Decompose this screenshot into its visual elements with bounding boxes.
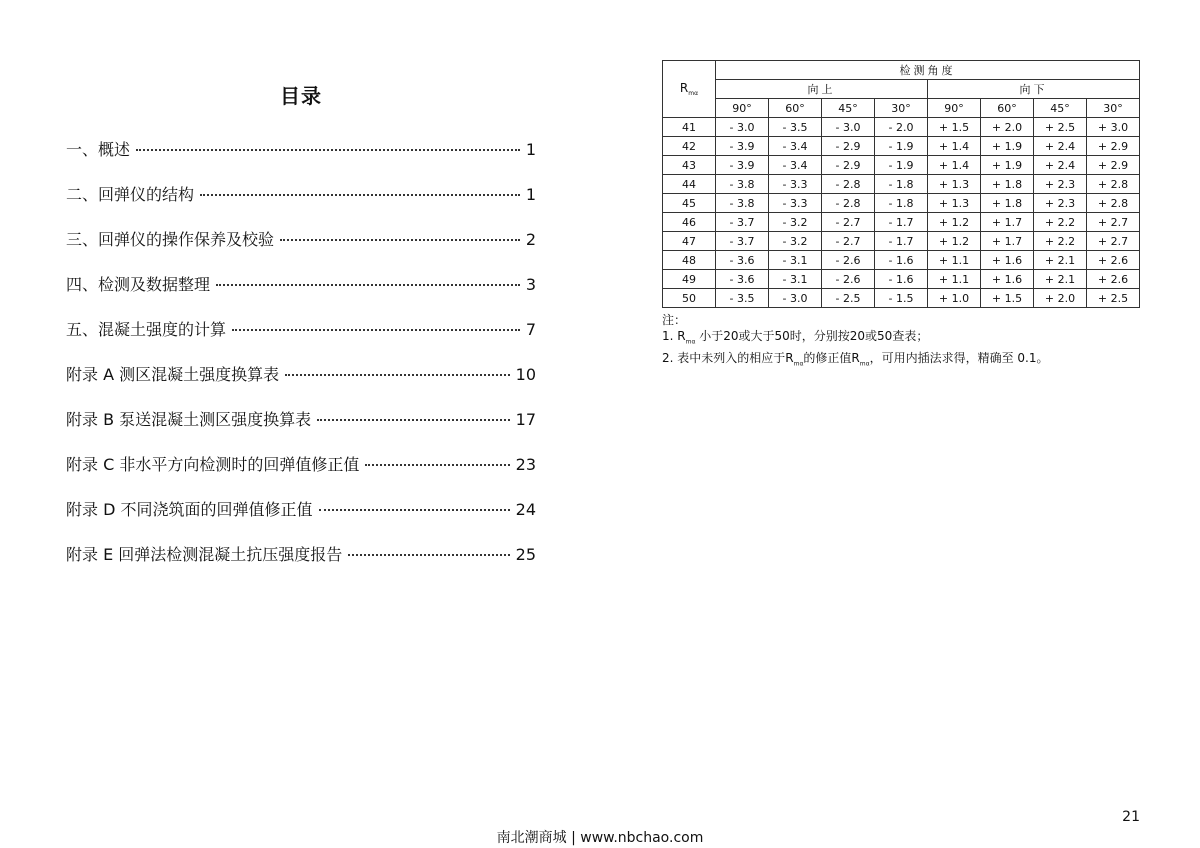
correction-value-cell: - 2.9 bbox=[822, 156, 875, 175]
correction-value-cell: - 3.9 bbox=[716, 156, 769, 175]
correction-value-cell: + 1.1 bbox=[928, 270, 981, 289]
correction-value-cell: + 2.3 bbox=[1034, 175, 1087, 194]
toc-entry-label: 四、检测及数据整理 bbox=[66, 275, 211, 294]
toc-entry[interactable] bbox=[66, 407, 536, 452]
toc-entry[interactable] bbox=[66, 227, 536, 272]
correction-value-cell: + 1.6 bbox=[981, 251, 1034, 270]
toc-entry-page: 3 bbox=[525, 275, 536, 294]
correction-value-cell: + 1.2 bbox=[928, 213, 981, 232]
correction-value-cell: - 3.0 bbox=[822, 118, 875, 137]
angle-cell: 45° bbox=[1034, 99, 1087, 118]
correction-value-cell: - 3.0 bbox=[769, 289, 822, 308]
angle-cell: 45° bbox=[822, 99, 875, 118]
angle-cell: 30° bbox=[875, 99, 928, 118]
dot-leader bbox=[232, 329, 520, 331]
toc-title: 目录 bbox=[280, 84, 322, 108]
correction-value-cell: - 3.4 bbox=[769, 137, 822, 156]
correction-value-cell: - 3.6 bbox=[716, 270, 769, 289]
toc-entry-label: 附录 A 测区混凝土强度换算表 bbox=[66, 365, 280, 384]
angle-cell: 60° bbox=[769, 99, 822, 118]
correction-value-cell: - 1.9 bbox=[875, 137, 928, 156]
toc-entry[interactable] bbox=[66, 542, 536, 587]
toc-entry-page: 1 bbox=[525, 185, 536, 204]
correction-value-cell: + 1.3 bbox=[928, 194, 981, 213]
correction-value-cell: - 2.6 bbox=[822, 270, 875, 289]
correction-value-cell: - 2.7 bbox=[822, 213, 875, 232]
correction-value-cell: - 3.1 bbox=[769, 270, 822, 289]
toc-entry-page: 1 bbox=[525, 140, 536, 159]
correction-value-cell: + 2.3 bbox=[1034, 194, 1087, 213]
toc-entry-page: 25 bbox=[515, 545, 536, 564]
correction-value-cell: - 3.2 bbox=[769, 232, 822, 251]
toc-entry-page: 17 bbox=[515, 410, 536, 429]
correction-value-cell: - 3.2 bbox=[769, 213, 822, 232]
correction-value-cell: - 3.8 bbox=[716, 175, 769, 194]
toc-entry[interactable] bbox=[66, 137, 536, 182]
angle-cell: 90° bbox=[716, 99, 769, 118]
table-row bbox=[663, 213, 1140, 232]
correction-table bbox=[662, 60, 1140, 308]
correction-value-cell: + 1.3 bbox=[928, 175, 981, 194]
correction-value-cell: + 2.2 bbox=[1034, 232, 1087, 251]
rm-value-cell: 46 bbox=[663, 213, 716, 232]
correction-value-cell: - 1.7 bbox=[875, 232, 928, 251]
correction-value-cell: - 3.9 bbox=[716, 137, 769, 156]
correction-value-cell: - 2.9 bbox=[822, 137, 875, 156]
correction-value-cell: + 3.0 bbox=[1087, 118, 1140, 137]
correction-value-cell: - 2.7 bbox=[822, 232, 875, 251]
toc-entry-page: 24 bbox=[515, 500, 536, 519]
correction-value-cell: - 1.8 bbox=[875, 194, 928, 213]
toc-entry[interactable] bbox=[66, 272, 536, 317]
correction-value-cell: + 1.5 bbox=[928, 118, 981, 137]
correction-value-cell: + 1.1 bbox=[928, 251, 981, 270]
rm-value-cell: 41 bbox=[663, 118, 716, 137]
toc-entry-label: 二、回弹仪的结构 bbox=[66, 185, 195, 204]
table-body bbox=[663, 118, 1140, 308]
correction-value-cell: + 2.5 bbox=[1087, 289, 1140, 308]
footer: 南北潮商城 | www.nbchao.com bbox=[496, 830, 704, 846]
correction-value-cell: - 3.3 bbox=[769, 175, 822, 194]
correction-value-cell: + 2.0 bbox=[981, 118, 1034, 137]
dot-leader bbox=[317, 419, 509, 421]
toc-entry[interactable] bbox=[66, 362, 536, 407]
correction-value-cell: + 2.5 bbox=[1034, 118, 1087, 137]
toc-entry-page: 2 bbox=[525, 230, 536, 249]
correction-value-cell: - 1.7 bbox=[875, 213, 928, 232]
toc-entry[interactable] bbox=[66, 317, 536, 362]
dot-leader bbox=[136, 149, 520, 151]
correction-value-cell: - 3.0 bbox=[716, 118, 769, 137]
correction-value-cell: - 2.8 bbox=[822, 175, 875, 194]
dot-leader bbox=[319, 509, 510, 511]
correction-value-cell: - 3.5 bbox=[716, 289, 769, 308]
table-row bbox=[663, 251, 1140, 270]
notes-heading: 注： bbox=[662, 313, 687, 327]
toc-entry-label: 附录 B 泵送混凝土测区强度换算表 bbox=[66, 410, 312, 429]
up-header: 向上 bbox=[716, 80, 928, 99]
table-of-contents bbox=[66, 80, 536, 587]
correction-value-cell: - 3.4 bbox=[769, 156, 822, 175]
toc-entry-label: 附录 D 不同浇筑面的回弹值修正值 bbox=[66, 500, 313, 519]
correction-value-cell: - 2.0 bbox=[875, 118, 928, 137]
angle-cell: 90° bbox=[928, 99, 981, 118]
rm-value-cell: 44 bbox=[663, 175, 716, 194]
rm-value-cell: 45 bbox=[663, 194, 716, 213]
correction-value-cell: + 1.7 bbox=[981, 232, 1034, 251]
correction-value-cell: + 2.8 bbox=[1087, 194, 1140, 213]
correction-value-cell: + 2.7 bbox=[1087, 213, 1140, 232]
correction-value-cell: + 2.4 bbox=[1034, 156, 1087, 175]
correction-value-cell: + 2.1 bbox=[1034, 251, 1087, 270]
toc-entry-label: 三、回弹仪的操作保养及校验 bbox=[66, 230, 275, 249]
correction-value-cell: - 1.8 bbox=[875, 175, 928, 194]
note-1: 1. $R_{m\alpha}$ 小于20或大于50时，分别按20或50查表； bbox=[662, 329, 929, 346]
rm-value-cell: 50 bbox=[663, 289, 716, 308]
correction-value-cell: + 1.4 bbox=[928, 137, 981, 156]
correction-value-cell: - 1.9 bbox=[875, 156, 928, 175]
correction-value-cell: + 1.0 bbox=[928, 289, 981, 308]
toc-entry-page: 7 bbox=[525, 320, 536, 339]
correction-value-cell: - 3.6 bbox=[716, 251, 769, 270]
correction-value-cell: + 1.2 bbox=[928, 232, 981, 251]
correction-value-cell: + 1.9 bbox=[981, 156, 1034, 175]
correction-value-cell: - 2.8 bbox=[822, 194, 875, 213]
rm-value-cell: 43 bbox=[663, 156, 716, 175]
correction-value-cell: + 1.7 bbox=[981, 213, 1034, 232]
down-header: 向下 bbox=[928, 80, 1140, 99]
correction-value-cell: + 1.6 bbox=[981, 270, 1034, 289]
correction-value-cell: + 2.0 bbox=[1034, 289, 1087, 308]
table-row bbox=[663, 232, 1140, 251]
dot-leader bbox=[280, 239, 520, 241]
note-2: 2. 表中未列入的相应于$R_{m\alpha}$的修正值$R_{m\alpha}$，可用内插法求得，精确至 0.1。 bbox=[662, 351, 1049, 368]
correction-value-cell: - 3.5 bbox=[769, 118, 822, 137]
table-row bbox=[663, 175, 1140, 194]
correction-value-cell: - 2.6 bbox=[822, 251, 875, 270]
table-notes bbox=[662, 312, 1140, 373]
correction-table-section bbox=[662, 60, 1140, 373]
rm-value-cell: 49 bbox=[663, 270, 716, 289]
correction-value-cell: + 2.1 bbox=[1034, 270, 1087, 289]
dot-leader bbox=[216, 284, 520, 286]
toc-entry-label: 一、概述 bbox=[66, 140, 131, 159]
correction-value-cell: - 1.6 bbox=[875, 270, 928, 289]
correction-value-cell: - 3.1 bbox=[769, 251, 822, 270]
correction-value-cell: + 1.8 bbox=[981, 175, 1034, 194]
toc-entry[interactable] bbox=[66, 182, 536, 227]
angle-cell: 30° bbox=[1087, 99, 1140, 118]
toc-entry-page: 10 bbox=[515, 365, 536, 384]
dot-leader bbox=[200, 194, 520, 196]
correction-value-cell: - 3.7 bbox=[716, 213, 769, 232]
correction-value-cell: + 2.9 bbox=[1087, 156, 1140, 175]
correction-value-cell: + 2.9 bbox=[1087, 137, 1140, 156]
rm-value-cell: 42 bbox=[663, 137, 716, 156]
rm-value-cell: 47 bbox=[663, 232, 716, 251]
dot-leader bbox=[348, 554, 509, 556]
correction-value-cell: + 2.7 bbox=[1087, 232, 1140, 251]
page-number: 21 bbox=[1122, 809, 1140, 825]
table-row bbox=[663, 194, 1140, 213]
dot-leader bbox=[285, 374, 510, 376]
correction-value-cell: - 3.7 bbox=[716, 232, 769, 251]
table-row bbox=[663, 118, 1140, 137]
toc-entry-page: 23 bbox=[515, 455, 536, 474]
toc-entry[interactable] bbox=[66, 497, 536, 542]
correction-value-cell: - 1.5 bbox=[875, 289, 928, 308]
table-row bbox=[663, 270, 1140, 289]
rm-header: $R_{m\alpha}$ bbox=[663, 61, 716, 118]
toc-entry-label: 附录 C 非水平方向检测时的回弹值修正值 bbox=[66, 455, 360, 474]
table-row bbox=[663, 137, 1140, 156]
correction-value-cell: - 3.3 bbox=[769, 194, 822, 213]
table-row bbox=[663, 156, 1140, 175]
correction-value-cell: - 2.5 bbox=[822, 289, 875, 308]
rm-value-cell: 48 bbox=[663, 251, 716, 270]
toc-entry-label: 附录 E 回弹法检测混凝土抗压强度报告 bbox=[66, 545, 343, 564]
correction-value-cell: + 1.8 bbox=[981, 194, 1034, 213]
correction-value-cell: + 1.5 bbox=[981, 289, 1034, 308]
dot-leader bbox=[365, 464, 509, 466]
correction-value-cell: + 2.6 bbox=[1087, 270, 1140, 289]
correction-value-cell: - 1.6 bbox=[875, 251, 928, 270]
table-row bbox=[663, 289, 1140, 308]
angle-header: 检测角度 bbox=[716, 61, 1140, 80]
correction-value-cell: + 2.8 bbox=[1087, 175, 1140, 194]
correction-value-cell: + 2.6 bbox=[1087, 251, 1140, 270]
angle-cell: 60° bbox=[981, 99, 1034, 118]
toc-entry[interactable] bbox=[66, 452, 536, 497]
toc-list bbox=[66, 137, 536, 587]
correction-value-cell: + 1.9 bbox=[981, 137, 1034, 156]
toc-entry-label: 五、混凝土强度的计算 bbox=[66, 320, 227, 339]
correction-value-cell: + 2.2 bbox=[1034, 213, 1087, 232]
correction-value-cell: - 3.8 bbox=[716, 194, 769, 213]
correction-value-cell: + 2.4 bbox=[1034, 137, 1087, 156]
correction-value-cell: + 1.4 bbox=[928, 156, 981, 175]
